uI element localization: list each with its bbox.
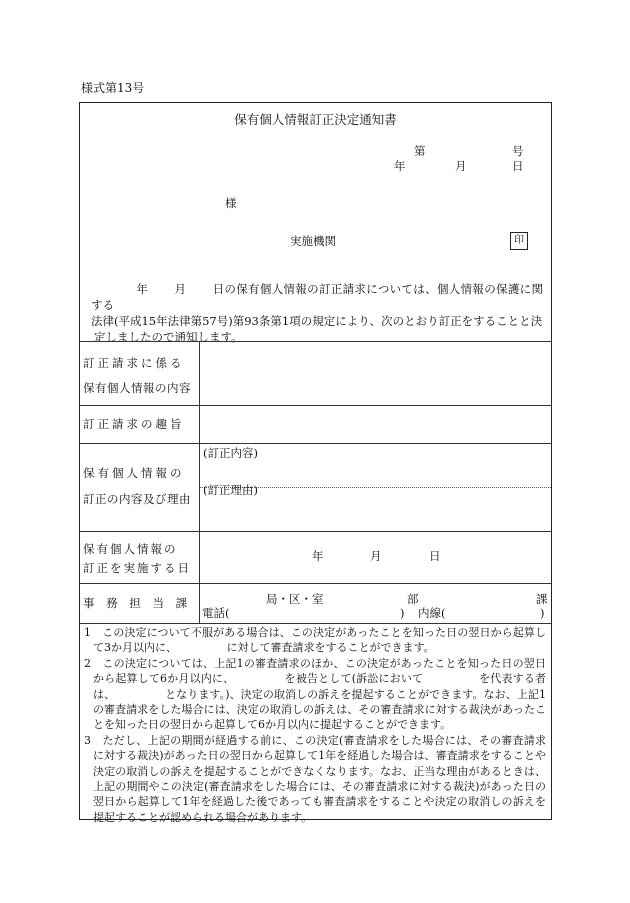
target-info-field[interactable]: [200, 342, 552, 404]
appeal-note-1: 1 この決定について不服がある場合は、この決定があったことを知った日の翌日から起算して3か月以内に、 に対して審査請求をすることができます。: [84, 626, 546, 655]
number-suffix: 号: [512, 144, 524, 158]
issue-date-year: 年: [394, 159, 406, 173]
document-title: 保有個人情報訂正決定通知書: [234, 112, 397, 127]
correction-date-day: 日: [429, 549, 441, 563]
addressee-suffix: 様: [225, 196, 237, 210]
contact-ext-open: 内線(: [418, 606, 446, 620]
correction-date-month: 月: [370, 549, 382, 563]
correction-date-year: 年: [312, 549, 324, 563]
correction-content-label-1: 保有個人情報の: [83, 466, 185, 480]
correction-date-label-1: 保有個人情報の: [83, 542, 178, 556]
appeal-note-2: 2 この決定については、上記1の審査請求のほか、この決定があったことを知った日の翌日から起算して6か月以内に、 を被告として(訴訟において を代表する者は、 となります。)、決定の取消しの訴えを提起することができます。なお、上記1の審査請求をした場合には、決定の取消しの訴えは、その審査請求に対する裁決があったことを知った日の翌日から起算して6か月以内に提起することができます。: [84, 656, 546, 732]
target-info-label-1: 訂正請求に係る: [83, 356, 185, 370]
issue-date-day: 日: [512, 159, 524, 173]
request-purpose-field[interactable]: [200, 406, 552, 442]
issuer-label: 実施機関: [290, 234, 336, 248]
correction-content-label-2: 訂正の内容及び理由: [83, 492, 191, 506]
notice-paragraph: [91, 281, 543, 345]
appeal-notes: [84, 625, 546, 825]
notice-line-3: 定しましたので通知します。: [94, 330, 243, 344]
contact-ext-close: ): [540, 606, 545, 620]
correction-reason-sub: (訂正理由): [203, 483, 258, 497]
target-info-label-2: 保有個人情報の内容: [83, 381, 191, 395]
contact-department: 部: [407, 592, 419, 606]
seal-mark: 印: [510, 232, 528, 250]
form-number: 様式第13号: [81, 81, 145, 95]
contact-phone-close: ): [400, 606, 405, 620]
contact-bureau: 局・区・室: [266, 592, 324, 606]
issue-date-month: 月: [455, 159, 467, 173]
contact-phone-open: 電話(: [202, 606, 230, 620]
contact-section: 課: [536, 592, 548, 606]
correction-content-sub: (訂正内容): [203, 446, 258, 460]
correction-date-label-2: 訂正を実施する日: [83, 561, 191, 575]
notice-form: [79, 102, 552, 824]
notice-line-1: 年 月 日の保有個人情報の訂正請求については、個人情報の保護に関する: [91, 282, 543, 312]
number-prefix: 第: [414, 144, 426, 158]
appeal-note-3: 3 ただし、上記の期間が経過する前に、この決定(審査請求をした場合には、その審査請求に対する裁決)があった日の翌日から起算して1年を経過した場合は、審査請求をすることや決定の取消しの訴えを提起することができなくなります。なお、正当な理由があるときは、上記の期間やこの決定(審査請求をした場合には、その審査請求に対する裁決)があった日の翌日から起算して1年を経過した後であっても審査請求をすることや決定の取消しの訴えを提起することが認められる場合があります。: [84, 733, 546, 824]
request-purpose-label: 訂正請求の趣旨: [83, 417, 185, 431]
contact-section-label: 事 務 担 当 課: [83, 596, 192, 610]
notice-line-2: 法律(平成15年法律第57号)第93条第1項の規定により、次のとおり訂正をすることと決: [91, 314, 543, 328]
